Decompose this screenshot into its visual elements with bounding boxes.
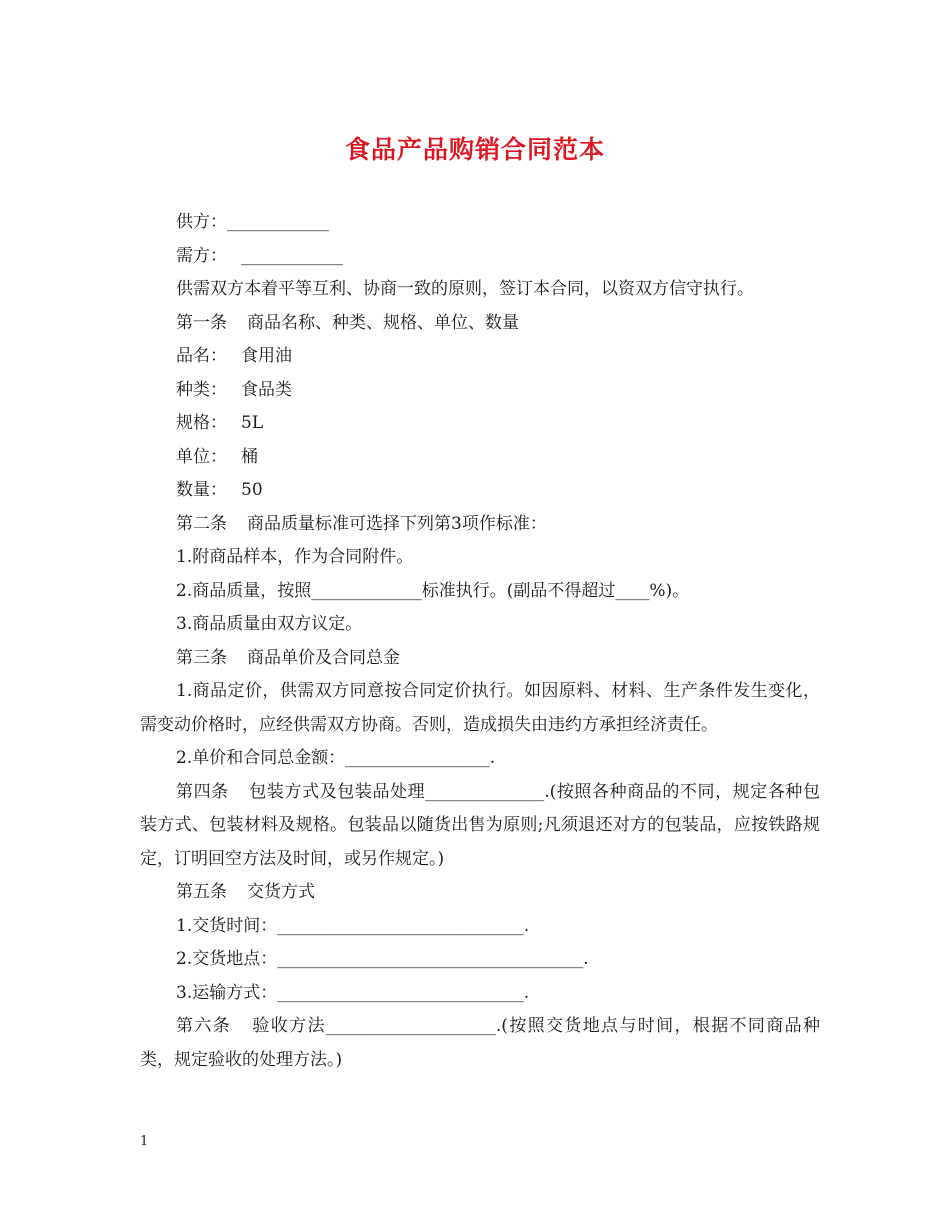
- item-value: 桶: [241, 446, 258, 467]
- page-number: 1: [140, 1134, 149, 1149]
- item-value: 食品类: [241, 379, 292, 400]
- article2-heading: [140, 508, 820, 542]
- article6-number: 第六条: [176, 1016, 232, 1036]
- article5-number: 第五条: [176, 882, 227, 902]
- article5-clause1: 1.交货时间：_____________________________.: [176, 915, 530, 936]
- article2-title: 商品质量标准可选择下列第3项作标准：: [247, 513, 547, 534]
- item-label: 种类：: [176, 379, 227, 400]
- supplier-line: [140, 206, 820, 240]
- article2-clause2: 2.商品质量，按照_____________标准执行。(副品不得超过____%)。: [176, 580, 690, 601]
- item-value: 食用油: [241, 346, 292, 366]
- article6-text: 验收方法____________________.(按照交货地点与时间，根据不同商品种类，规定验收的处理方法。): [140, 1016, 820, 1070]
- article1-item: [140, 474, 820, 508]
- article2-clause1: 1.附商品样本，作为合同附件。: [176, 547, 414, 567]
- article3-number: 第三条: [176, 647, 227, 668]
- item-label: 品名：: [176, 346, 227, 366]
- item-label: 数量：: [176, 480, 227, 500]
- preamble: 供需双方本着平等互利、协商一致的原则，签订本合同，以资双方信守执行。: [176, 279, 754, 299]
- article1-item: [140, 407, 820, 441]
- article5-title: 交货方式: [247, 882, 315, 902]
- article3-heading: [140, 642, 820, 676]
- article4-number: 第四条: [176, 781, 229, 802]
- article1-item: [140, 374, 820, 408]
- article5-clause3: 3.运输方式：_____________________________.: [176, 982, 530, 1003]
- article5-heading: [140, 876, 820, 910]
- buyer-label: 需方：: [176, 245, 227, 266]
- document-title: 食品产品购销合同范本: [344, 135, 605, 164]
- article5-clause2: 2.交货地点：____________________________________.: [176, 949, 589, 969]
- article2-clause3: 3.商品质量由双方议定。: [176, 614, 363, 634]
- article1-title: 商品名称、种类、规格、单位、数量: [247, 312, 519, 333]
- item-value: 5L: [241, 413, 264, 433]
- supplier-label: 供方：: [176, 212, 227, 232]
- article1-heading: [140, 307, 820, 341]
- article1-item: [140, 441, 820, 475]
- buyer-line: [140, 240, 820, 274]
- item-value: 50: [241, 480, 263, 500]
- article4-text: 包装方式及包装品处理______________.(按照各种商品的不同，规定各种包装方式、包装材料及规格。包装品以随货出售为原则;凡须退还对方的包装品，应按铁路规定，订明回空方法及时间，或另作规定。): [140, 781, 820, 869]
- article2-number: 第二条: [176, 513, 227, 534]
- article3-clause1: 1.商品定价，供需双方同意按合同定价执行。如因原料、材料、生产条件发生变化，需变动价格时，应经供需双方协商。否则，造成损失由违约方承担经济责任。: [140, 681, 820, 735]
- buyer-blank: ____________: [241, 245, 343, 266]
- item-label: 规格：: [176, 413, 227, 433]
- article4: [140, 776, 820, 877]
- supplier-blank: ____________: [227, 212, 329, 232]
- document-body: [140, 206, 820, 1077]
- article1-item: [140, 340, 820, 374]
- article3-clause2: 2.单价和合同总金额：_________________.: [176, 748, 496, 768]
- article3-title: 商品单价及合同总金: [247, 647, 400, 668]
- item-label: 单位：: [176, 446, 227, 467]
- article6: [140, 1010, 820, 1077]
- article1-number: 第一条: [176, 312, 227, 333]
